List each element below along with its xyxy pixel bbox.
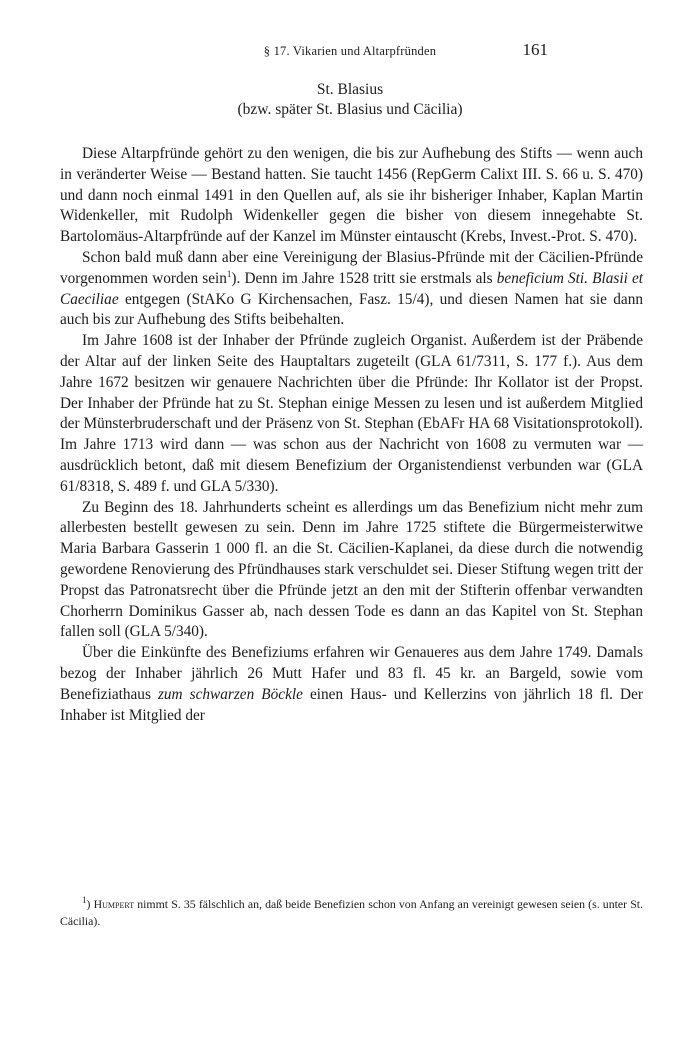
footnotes — [60, 896, 643, 929]
paragraph-2 — [60, 248, 643, 331]
paragraph-5 — [60, 643, 643, 726]
page-number: 161 — [522, 40, 548, 59]
footnote-author: Humpert — [93, 897, 135, 911]
paragraph-4 — [60, 498, 643, 644]
paragraph-3 — [60, 331, 643, 497]
paragraph-2-text-b: ). Denn im Jahre 1528 tritt sie erstmals als — [231, 269, 497, 287]
paragraph-2-text-c: entgegen (StAKo G Kirchensachen, Fasz. 15/4), und diesen Namen hat sie dann auch bis zur Aufhebung des Stifts beibehalten. — [60, 290, 643, 329]
paragraph-2-italic: beneficium Sti. Blasii et Caeciliae — [60, 269, 644, 308]
paragraph-3-text: Im Jahre 1608 ist der Inhaber der Pfründe zugleich Organist. Außerdem ist der Präbende der Altar auf der linken Seite des Hauptaltars zugeteilt (GLA 61/7311, S. 177 f.). Aus dem Jahre 1672 besitzen wir genauere Nachrichten über die Pfründe: Ihr Kollator ist der Propst. Der Inhaber der Pfründe hat zu St. Stephan einige Messen zu lesen und ist außerdem Mitglied der Münsterbruderschaft und der Präsenz von St. Stephan (EbAFr HA 68 Visitationsprotokoll). Im Jahre 1713 wird dann — was schon aus der Nachricht von 1608 zu vermuten war — ausdrücklich betont, daß mit diesem Benefizium der Organistendienst verbunden war (GLA 61/8318, S. 489 f. und GLA 5/330). — [60, 332, 643, 495]
footnote-1: $^1$) Humpert nimmt S. 35 fälschlich an, daß beide Benefizien schon von Anfang an vereinigt gewesen seien (s. unter St. Cäcilia). — [60, 895, 643, 928]
paragraph-2-text-a: Schon bald muß dann aber eine Vereinigung der Blasius-Pfründe mit der Cäcilien-Pfründe vorgenommen worden sein — [60, 248, 643, 287]
running-header-title: § 17. Vikarien und Altarpfründen — [263, 44, 437, 58]
main-text — [60, 144, 643, 726]
paragraph-5-text-b: einen Haus- und Kellerzins von jährlich 18 fl. Der Inhaber ist Mitglied der — [60, 685, 643, 724]
section-subtitle: (bzw. später St. Blasius und Cäcilia) — [237, 101, 463, 118]
section-title: St. Blasius — [316, 81, 384, 98]
paragraph-1 — [60, 144, 643, 248]
paragraph-1-text: Diese Altarpfründe gehört zu den wenigen, die bis zur Aufhebung des Stifts — wenn auch in veränderter Weise — Bestand hatten. Sie taucht 1456 (RepGerm Calixt III. S. 66 u. S. 470) und dann noch einmal 1491 in den Quellen auf, als sie ihr bisheriger Inhaber, Kaplan Martin Widenkeller, mit Rudolph Widenkeller gegen die bisher von diesem innegehabte St. Bartolomäus-Altarpfründe auf der Kanzel im Münster eintauscht (Krebs, Invest.-Prot. S. 470). — [60, 145, 643, 246]
footnote-reference: 1 — [226, 268, 232, 279]
paragraph-5-text-a: Über die Einkünfte des Benefiziums erfahren wir Genaueres aus dem Jahre 1749. Damals bezog der Inhaber jährlich 26 Mutt Hafer und 83 fl. 45 kr. an Bargeld, sowie vom Benefiziathaus — [60, 644, 643, 703]
paragraph-5-italic: zum schwarzen Böckle — [157, 685, 303, 703]
paragraph-4-text: Zu Beginn des 18. Jahrhunderts scheint es allerdings um das Benefizium nicht mehr zum allerbesten bestellt gewesen zu sein. Denn im Jahre 1725 stiftete die Bürgermeisterwitwe Maria Barbara Gasserin 1 000 fl. an die St. Cäcilien-Kaplanei, da diese durch die notwendig gewordene Renovierung des Pfründhauses stark verschuldet sei. Dieser Stiftung wegen tritt der Propst das Patronatsrecht über die Pfründe jetzt an den mit der Stifterin offenbar verwandten Chorherrn Dominikus Gasser ab, nach dessen Tode es dann an das Kapitel von St. Stephan fallen soll (GLA 5/340). — [60, 498, 643, 641]
footnote-text: nimmt S. 35 fälschlich an, daß beide Benefizien schon von Anfang an vereinigt gewesen seien (s. unter St. Cäcilia). — [60, 897, 643, 928]
footnote-marker: 1 — [82, 895, 87, 906]
